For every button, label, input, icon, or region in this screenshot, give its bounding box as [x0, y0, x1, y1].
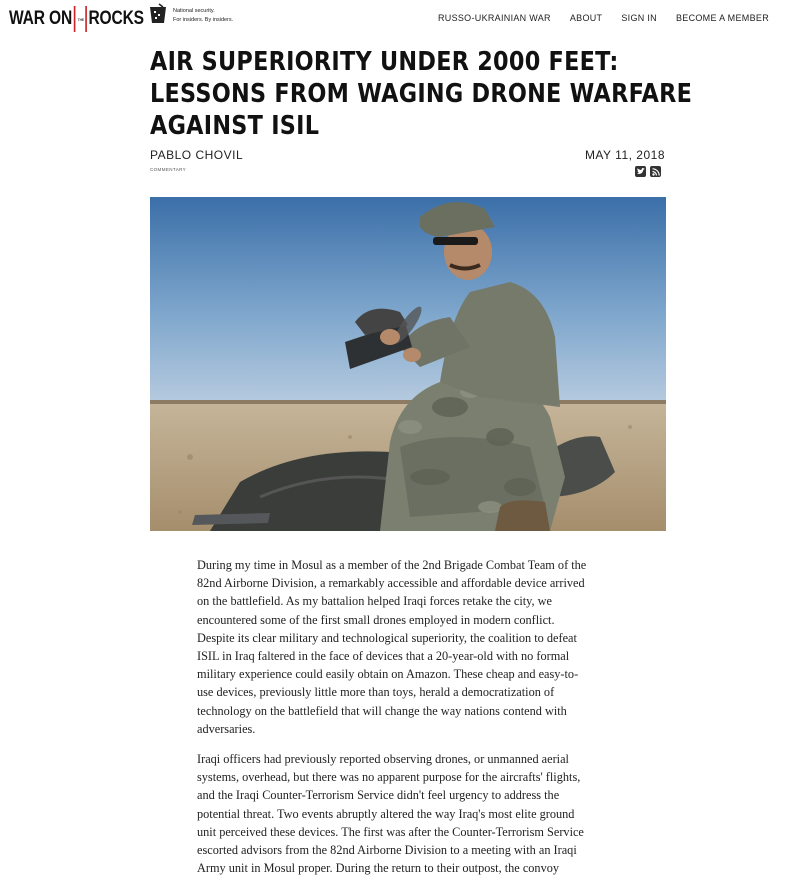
twitter-icon[interactable]: [635, 166, 646, 177]
paragraph-line: military experience could easily obtain on Amazon. These cheap and easy-to-: [197, 667, 579, 682]
logo-divider: [74, 6, 76, 32]
paragraph-line: Despite its clear military and technological superiority, the coalition to defeat: [197, 630, 577, 645]
paragraph-line: Army unit in Mosul proper. During the return to their outpost, the convoy: [197, 861, 560, 876]
logo-text-small: THE: [77, 16, 84, 22]
hero-photo: [150, 197, 666, 531]
paragraph-line: escorted advisors from the 82nd Airborne Division to a meeting with an Iraqi: [197, 843, 577, 858]
article-paragraph: [197, 556, 619, 738]
site-tagline: [173, 7, 253, 25]
article-title: [150, 46, 693, 142]
paragraph-line: technology on the battlefield that will change the way nations contend with: [197, 703, 567, 718]
share-buttons: [635, 166, 661, 177]
nav-sign-in[interactable]: SIGN IN: [621, 13, 657, 23]
paragraph-line: and the Iraqi Counter-Terrorism Service didn't feel urgency to address the: [197, 788, 560, 803]
tagline-line: National security.: [173, 8, 215, 14]
article-category[interactable]: COMMENTARY: [150, 167, 187, 172]
article-author[interactable]: PABLO CHOVIL: [150, 148, 244, 162]
article-body: [197, 556, 619, 880]
logo-text-right: ROCKS: [88, 8, 144, 29]
nav-become-a-member[interactable]: BECOME A MEMBER: [675, 13, 769, 23]
paragraph-line: adversaries.: [197, 721, 256, 736]
nav-about[interactable]: ABOUT: [569, 13, 603, 23]
paragraph-line: potential threat. Two events abruptly altered the way Iraq's most elite ground: [197, 806, 575, 821]
paragraph-line: 82nd Airborne Division, a remarkably accessible and affordable device arrived: [197, 576, 585, 591]
paragraph-line: During my time in Mosul as a member of the 2nd Brigade Combat Team of the: [197, 558, 587, 572]
paragraph-line: use devices, previously little more than toys, herald a democratization of: [197, 685, 555, 700]
article-paragraph: [197, 750, 619, 877]
paragraph-line: systems, overhead, but there was no apparent purpose for the aircrafts' flights,: [197, 770, 581, 785]
paragraph-line: Iraqi officers had previously reported observing drones, or unmanned aerial: [197, 752, 569, 767]
tagline-line: For insiders. By insiders.: [173, 17, 234, 23]
paragraph-line: on the battlefield. As my battalion helped Iraqi forces retake the city, we: [197, 594, 553, 609]
rss-icon[interactable]: [650, 166, 661, 177]
paragraph-line: ISIL in Iraq faltered in the face of devices that a 20-year-old with no formal: [197, 649, 570, 664]
nav-russo-ukrainian-war[interactable]: RUSSO-UKRAINIAN WAR: [437, 13, 551, 23]
paragraph-line: encountered some of the first small drones employed in modern conflict.: [197, 612, 555, 627]
article-date: MAY 11, 2018: [584, 148, 665, 162]
main-nav: [419, 13, 769, 23]
paragraph-line: unit perceived these devices. The first was after the Counter-Terrorism Service: [197, 824, 584, 839]
logo-text-left: WAR ON: [9, 8, 73, 29]
logo-divider: [85, 6, 87, 32]
title-line: AIR SUPERIORITY UNDER 2000 FEET:: [150, 47, 619, 77]
title-line: AGAINST ISIL: [150, 111, 320, 141]
cup-icon: [148, 3, 168, 25]
title-line: LESSONS FROM WAGING DRONE WARFARE: [150, 79, 693, 109]
